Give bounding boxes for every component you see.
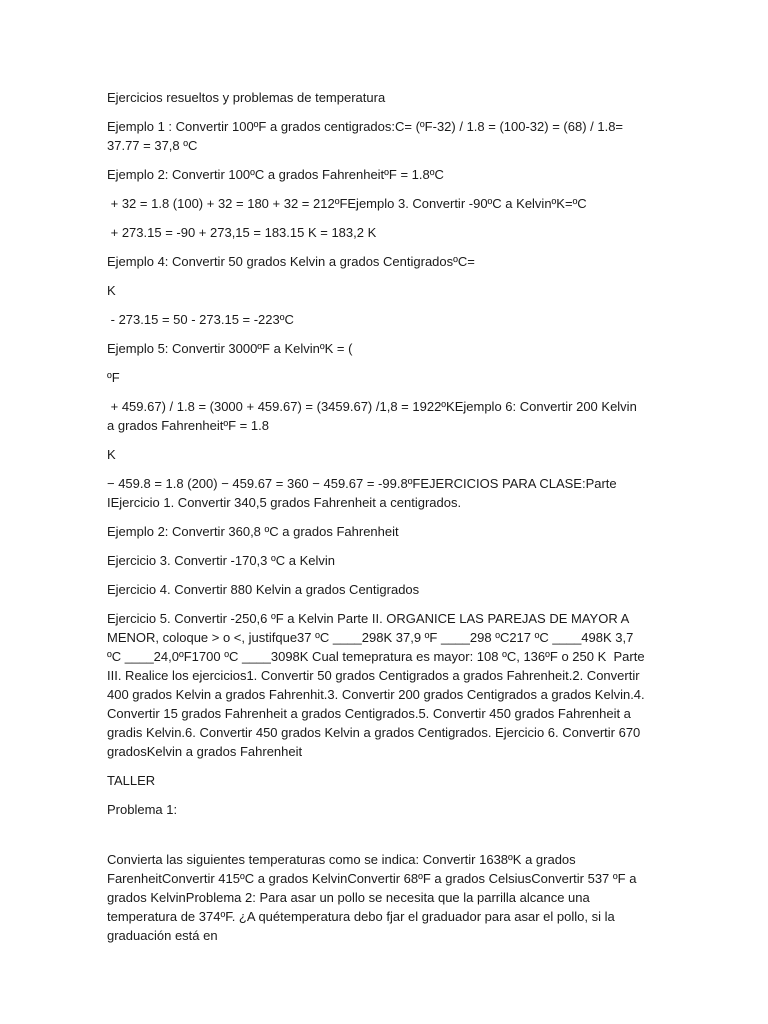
paragraph-ejemplo-4-unit: K [107,283,116,298]
paragraph-ejemplo-6-calc: − 459.8 = 1.8 (200) − 459.67 = 360 − 459.67 = -99.8ºFEJERCICIOS PARA CLASE:Parte IEjercicio 1. Convertir 340,5 grados Fahrenheit a centigrados. [107,476,621,510]
paragraph-ejemplo-2: Ejemplo 2: Convertir 100ºC a grados FahrenheitºF = 1.8ºC [107,167,444,182]
document-page [107,88,647,955]
paragraph-ejemplo-5-unit: ºF [107,370,120,385]
paragraph-ejercicio-3: Ejercicio 3. Convertir -170,3 ºC a Kelvin [107,553,336,568]
paragraph-ejemplo-5: Ejemplo 5: Convertir 3000ºF a KelvinºK = ( [107,341,353,356]
paragraph-ejemplo-5-calc: + 459.67) / 1.8 = (3000 + 459.67) = (3459.67) /1,8 = 1922ºKEjemplo 6: Convertir 200 Kelvin a grados FahrenheitºF = 1.8 [107,399,641,433]
paragraph-ejercicio-4: Ejercicio 4. Convertir 880 Kelvin a grados Centigrados [107,582,420,597]
paragraph-ejemplo-4: Ejemplo 4: Convertir 50 grados Kelvin a grados CentigradosºC= [107,254,475,269]
paragraph-ejemplo-2-calc: + 32 = 1.8 (100) + 32 = 180 + 32 = 212ºFEjemplo 3. Convertir -90ºC a KelvinºK=ºC [107,196,587,211]
paragraph-ejemplo-4-calc: - 273.15 = 50 - 273.15 = -223ºC [107,312,294,327]
paragraph-taller-heading: TALLER [107,773,156,788]
paragraph-ejercicio-2: Ejemplo 2: Convertir 360,8 ºC a grados Fahrenheit [107,524,399,539]
paragraph-problemas-body: Convierta las siguientes temperaturas como se indica: Convertir 1638ºK a grados FarenheitConvertir 415ºC a grados KelvinConvertir 68ºF a grados CelsiusConvertir 537 ºF a grados KelvinProblema 2: Para asar un pollo se necesita que la parrilla alcance una temperatura de 374ºF. ¿A quétemperatura debo fjar el graduador para asar el pollo, si la graduación está en [107,852,641,943]
paragraph-ejercicio-5: Ejercicio 5. Convertir -250,6 ºF a Kelvin Parte II. ORGANICE LAS PAREJAS DE MAYOR A MENOR, coloque > o <, justifque37 ºC ____298K 37,9 ºF ____298 ºC217 ºC ____498K 3,7 ºC ____24,0ºF1700 ºC ____3098K Cual temepratura es mayor: 108 ºC, 136ºF o 250 K Parte III. Realice los ejercicios1. Convertir 50 grados Centigrados a grados Fahrenheit.2. Convertir 400 grados Kelvin a grados Fahrenhit.3. Convertir 200 grados Centigrados a grados Kelvin.4. Convertir 15 grados Fahrenheit a grados Centigrados.5. Convertir 450 grados Fahrenheit a gradis Kelvin.6. Convertir 450 grados Kelvin a grados Centigrados. Ejercicio 6. Convertir 670 gradosKelvin a grados Fahrenheit [107,611,649,759]
paragraph-ejemplo-6-unit: K [107,447,116,462]
paragraph-ejemplo-1: Ejemplo 1 : Convertir 100ºF a grados centigrados:C= (ºF-32) / 1.8 = (100-32) = (68) / 1.8= 37.77 = 37,8 ºC [107,119,627,153]
paragraph-ejemplo-3-calc: + 273.15 = -90 + 273,15 = 183.15 K = 183,2 K [107,225,377,240]
document-title: Ejercicios resueltos y problemas de temperatura [107,90,386,105]
paragraph-problema-1: Problema 1: [107,802,178,817]
